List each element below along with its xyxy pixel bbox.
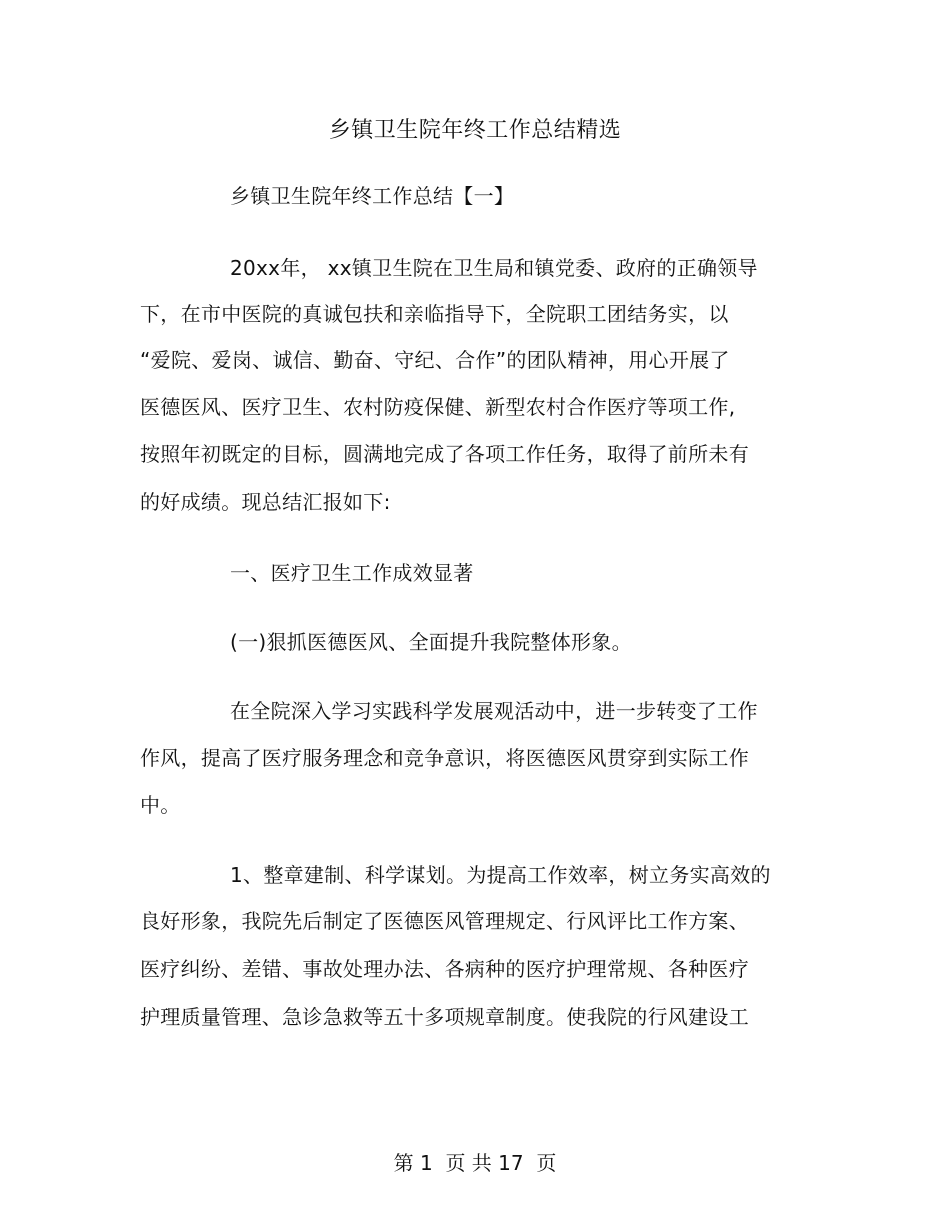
section-heading: 乡镇卫生院年终工作总结【一】 — [230, 184, 515, 208]
para1-line-1: 20xx年， xx镇卫生院在卫生局和镇党委、政府的正确领导 — [230, 256, 758, 280]
para2-line-1: 在全院深入学习实践科学发展观活动中，进一步转变了工作 — [230, 699, 758, 723]
para1-line-2: 下，在市中医院的真诚包扶和亲临指导下，全院职工团结务实，以 — [140, 302, 729, 326]
para1-line-4: 医德医风、医疗卫生、农村防疫保健、新型农村合作医疗等项工作, — [140, 395, 736, 419]
para1-line-3: “爱院、爱岗、诚信、勤奋、守纪、合作”的团队精神，用心开展了 — [140, 348, 730, 372]
para3-line-2: 良好形象，我院先后制定了医德医风管理规定、行风评比工作方案、 — [140, 909, 749, 933]
para2-line-3: 中。 — [140, 793, 181, 817]
heading-1: 一、医疗卫生工作成效显著 — [230, 561, 474, 585]
document-title: 乡镇卫生院年终工作总结精选 — [328, 118, 622, 143]
para1-line-6: 的好成绩。现总结汇报如下: — [140, 490, 391, 514]
page-number: 第 1 页 共 17 页 — [393, 1151, 557, 1175]
para2-line-2: 作风，提高了医疗服务理念和竞争意识，将医德医风贯穿到实际工作 — [140, 746, 749, 770]
para3-line-4: 护理质量管理、急诊急救等五十多项规章制度。使我院的行风建设工 — [140, 1005, 749, 1029]
para3-line-3: 医疗纠纷、差错、事故处理办法、各病种的医疗护理常规、各种医疗 — [140, 957, 749, 981]
subheading-1: (一)狠抓医德医风、全面提升我院整体形象。 — [230, 630, 632, 654]
para1-line-5: 按照年初既定的目标，圆满地完成了各项工作任务，取得了前所未有 — [140, 442, 749, 466]
para3-line-1: 1、整章建制、科学谋划。为提高工作效率，树立务实高效的 — [230, 863, 771, 887]
